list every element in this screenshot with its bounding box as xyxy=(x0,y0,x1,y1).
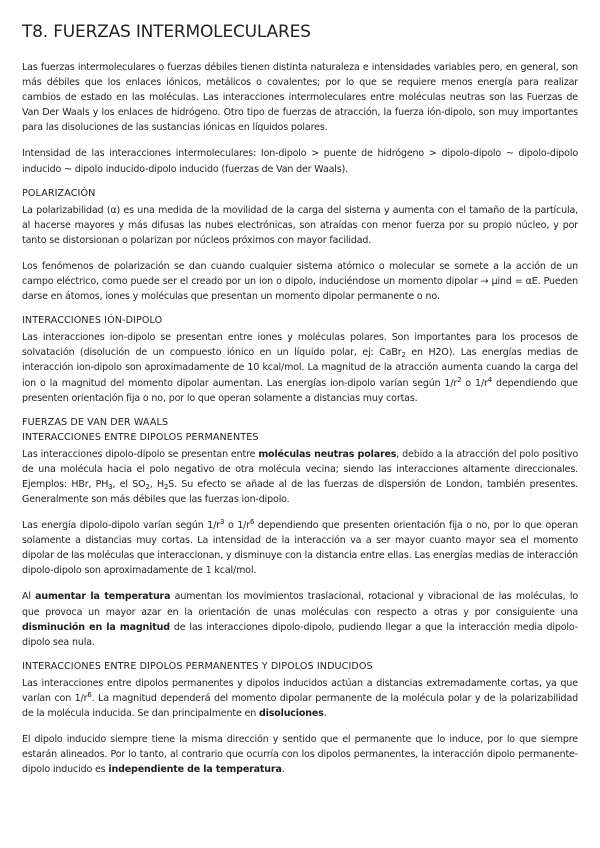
section-heading-van-der-waals: FUERZAS DE VAN DER WAALS xyxy=(22,416,169,428)
dipolo-inducido-paragraph-2: El dipolo inducido siempre tiene la misma dirección y sentido que el permanente que lo induce, por lo que siempre estarán alineados. Por lo tanto, al contrario que ocurría con los dipolos permanentes, la interacción dipolo permanente-dipolo inducido es independiente de la temperatura. xyxy=(22,734,578,776)
polarizacion-paragraph-1: La polarizabilidad (α) es una medida de la movilidad de la carga del sistema y aumenta con el tamaño de la partícula, al hacerse mayores y más difusas las nubes electrónicas, son atraídas con menor fuerza por su propio núcleo, y por tanto se distorsionan o polarizan por núcleos próximos con mayor facilidad. xyxy=(22,204,578,246)
intro-paragraph-1: Las fuerzas intermoleculares o fuerzas débiles tienen distinta naturaleza e intensidades variables pero, en general, son más débiles que los enlaces iónicos, metálicos o covalentes; por lo que se requiere menos energía para realizar cambios de estado en las moléculas. Las interacciones intermoleculares entre moléculas neutras son las Fuerzas de Van Der Waals y los enlaces de hidrógeno. Otro tipo de fuerzas de atracción, la fuerza ión-dipolo, son muy importantes para las disoluciones de las sustancias iónicas en líquidos polares. xyxy=(22,62,578,134)
subsection-heading-dipolos-inducidos: INTERACCIONES ENTRE DIPOLOS PERMANENTES Y DIPOLOS INDUCIDOS xyxy=(22,660,373,672)
section-heading-ion-dipolo: INTERACCIONES IÓN-DIPOLO xyxy=(22,315,163,327)
section-heading-polarizacion: POLARIZACIÓN xyxy=(22,187,96,199)
page-title: T8. FUERZAS INTERMOLECULARES xyxy=(22,22,311,42)
ion-dipolo-paragraph: Las interacciones ion-dipolo se presentan entre iones y moléculas polares. Son importantes para los procesos de solvatación (disolución de un compuesto iónico en un líquido polar, ej: CaBr$_2$ en H2O). Las energías medias de interacción ion-dipolo son aproximadamente de 10 kcal/mol. La magnitud de la atracción aumenta cuando la carga del ion o la magnitud del momento dipolar aumentan. Las energías ion-dipolo varían según $1/r^2$ o $1/r^4$ dependiendo que presenten orientación fija o no, por lo que operan solamente a distancias muy cortas. xyxy=(22,332,578,404)
polarizacion-paragraph-2: Los fenómenos de polarización se dan cuando cualquier sistema atómico o molecular se somete a la acción de un campo eléctrico, como puede ser el creado por un ion o dipolo, induciéndose un momento dipolar → μind = αE. Pueden darse en átomos, iones y moléculas que presentan un momento dipolar permanente o no. xyxy=(22,260,578,303)
dipolo-inducido-paragraph-1: Las interacciones entre dipolos permanentes y dipolos inducidos actúan a distancias extremadamente cortas, ya que varían con $1/r^6$. La magnitud dependerá del momento dipolar permanente de la molécula polar y de la polarizabilidad de la molécula inducida. Se dan principalmente en disoluciones. xyxy=(22,677,578,719)
dipolo-dipolo-paragraph-2: Las energía dipolo-dipolo varían según $1/r^3$ o $1/r^6$ dependiendo que presenten orientación fija o no, por lo que operan solamente a distancias muy cortas. La intensidad de la interacción va a ser mayor cuanto mayor sea el momento dipolar de las moléculas que interaccionan, y disminuye con la distancia entre ellas. Las energías medias de interacción dipolo-dipolo son aproximadamente de 1 kcal/mol. xyxy=(22,518,578,577)
subsection-heading-dipolos-permanentes: INTERACCIONES ENTRE DIPOLOS PERMANENTES xyxy=(22,431,259,443)
dipolo-dipolo-paragraph-1: Las interacciones dipolo-dipolo se presentan entre moléculas neutras polares, debido a la atracción del polo positivo de una molécula hacia el polo negativo de otra molécula vecina; siendo las interacciones altamente direccionales. Ejemplos: HBr, $PH_3$, el $SO_2$, $H_2S$. Su efecto se añade al de las fuerzas de dispersión de London, también presentes. Generalmente son más débiles que las fuerzas ion-dipolo. xyxy=(22,448,579,505)
intro-paragraph-2: Intensidad de las interacciones intermoleculares: Ion-dipolo > puente de hidrógeno > dipolo-dipolo ~ dipolo-dipolo inducido ~ dipolo inducido-dipolo inducido (fuerzas de Van der Waals). xyxy=(22,148,578,175)
dipolo-dipolo-paragraph-3: Al aumentar la temperatura aumentan los movimientos traslacional, rotacional y vibracional de las moléculas, lo que provoca un mayor azar en la orientación de unas moléculas con respecto a otras y por consiguiente una disminución en la magnitud de las interacciones dipolo-dipolo, pudiendo llegar a que la interacción media dipolo-dipolo sea nula. xyxy=(22,591,579,648)
